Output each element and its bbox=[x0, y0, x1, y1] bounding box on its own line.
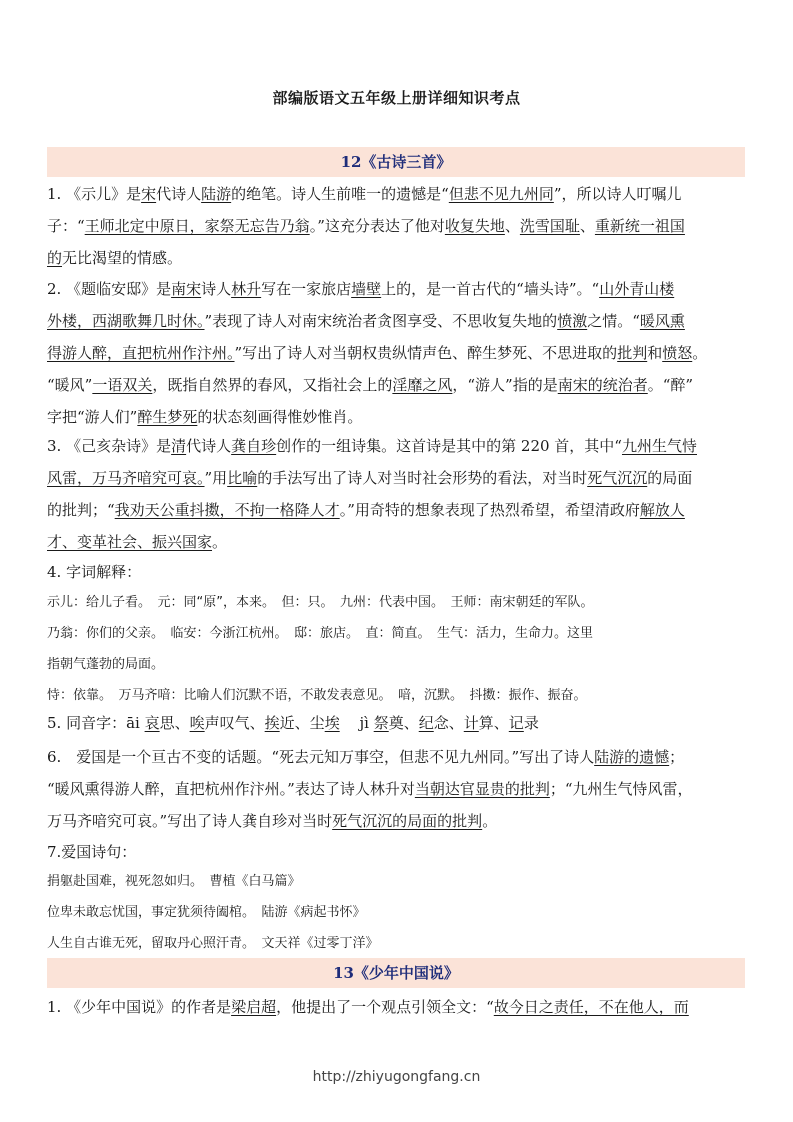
text-segment: 写在一家旅店 bbox=[261, 280, 352, 298]
text-segment: 之情。“ bbox=[587, 312, 640, 330]
text-segment: 的批判；“ bbox=[47, 501, 115, 519]
text-segment: 1. 《少年中国说》的作者是 bbox=[47, 998, 232, 1016]
text-segment: 1. 《示儿》是 bbox=[47, 185, 142, 203]
paragraph-line bbox=[47, 369, 747, 401]
text-segment: jì bbox=[339, 714, 374, 732]
underlined-keyword: 当朝达官显贵的批判 bbox=[414, 780, 550, 798]
underlined-keyword: 淫靡之风 bbox=[392, 376, 453, 394]
paragraph-4-heading: 4. 字词解释： bbox=[47, 563, 142, 581]
text-segment: 万马齐喑究可哀。”写出了诗人龚自珍对当时 bbox=[47, 812, 333, 830]
text-segment: 、 bbox=[579, 217, 595, 235]
paragraph-line bbox=[47, 430, 747, 462]
underlined-keyword: 龚自珍 bbox=[231, 437, 277, 455]
underlined-keyword: 风雷，万马齐喑究可哀。 bbox=[47, 469, 205, 487]
text-segment: 2. 《题临安邸》是 bbox=[47, 280, 172, 298]
word-explanations bbox=[47, 587, 747, 711]
underlined-keyword: 南宋的统治者 bbox=[557, 376, 648, 394]
underlined-keyword: 一语双关 bbox=[92, 376, 153, 394]
explanation-line: 指朝气蓬勃的局面。 bbox=[47, 657, 165, 672]
paragraph-line bbox=[47, 178, 747, 210]
underlined-keyword: 埃 bbox=[324, 714, 340, 732]
paragraph-line bbox=[47, 526, 747, 558]
underlined-keyword: 山外青山楼 bbox=[599, 280, 675, 298]
underlined-keyword: 收复失地 bbox=[444, 217, 505, 235]
text-segment: 和 bbox=[647, 344, 663, 362]
text-segment: ； bbox=[669, 748, 685, 766]
text-segment: “暖风” bbox=[47, 376, 93, 394]
paragraph-line bbox=[47, 462, 747, 494]
paragraph-5-homophones bbox=[47, 707, 747, 739]
underlined-keyword: 得游人醉，直把杭州作汴州。 bbox=[47, 344, 235, 362]
text-segment: ”表现了诗人对南宋统治者贪图享受、不思收复失地的 bbox=[204, 312, 558, 330]
paragraph-line bbox=[47, 401, 747, 433]
paragraph-1-shi-er bbox=[47, 178, 747, 274]
underlined-keyword: 外楼，西湖歌舞几时休。 bbox=[47, 312, 205, 330]
underlined-keyword: 才、变革社会、振兴国家 bbox=[47, 533, 213, 551]
text-segment: 录 bbox=[523, 714, 539, 732]
underlined-keyword: 死气沉沉 bbox=[587, 469, 648, 487]
text-segment: 声叹气、 bbox=[204, 714, 265, 732]
patriotic-poems bbox=[47, 866, 747, 959]
paragraph-line bbox=[47, 273, 747, 305]
text-segment: 5. 同音字：āi bbox=[47, 714, 145, 732]
paragraph-line bbox=[47, 707, 747, 739]
paragraph-line bbox=[47, 337, 747, 369]
paragraph-2-ti-lin-an-di bbox=[47, 273, 747, 433]
underlined-keyword: 醉生梦死 bbox=[137, 408, 198, 426]
underlined-keyword: 解放人 bbox=[639, 501, 685, 519]
text-segment: 。 bbox=[482, 812, 498, 830]
text-segment: 算、 bbox=[478, 714, 509, 732]
section-heading-12: 12《古诗三首》 bbox=[47, 147, 745, 177]
underlined-keyword: 宋 bbox=[141, 185, 157, 203]
paragraph-line bbox=[47, 305, 747, 337]
underlined-keyword: 比喻 bbox=[227, 469, 258, 487]
underlined-keyword: 清 bbox=[171, 437, 187, 455]
underlined-keyword: 纪 bbox=[418, 714, 434, 732]
underlined-keyword: 哀 bbox=[144, 714, 160, 732]
paragraph-line bbox=[47, 210, 747, 242]
underlined-keyword: 陆游 bbox=[201, 185, 232, 203]
poem-line: 位卑未敢忘忧国，事定犹须待阖棺。 陆游《病起书怀》 bbox=[47, 905, 366, 920]
text-segment: 的手法写出了诗人对当时社会形势的看法，对当时 bbox=[257, 469, 588, 487]
text-segment: 无比渴望的情感。 bbox=[62, 249, 183, 267]
footer-url: http://zhiyugongfang.cn bbox=[312, 1069, 481, 1085]
text-segment: 字把“游人们” bbox=[47, 408, 138, 426]
paragraph-13-1 bbox=[47, 991, 747, 1023]
document-title: 部编版语文五年级上册详细知识考点 bbox=[272, 89, 521, 107]
paragraph-3-ji-hai-za-shi bbox=[47, 430, 747, 558]
text-segment: 。 bbox=[212, 533, 228, 551]
section-heading-13: 13《少年中国说》 bbox=[47, 958, 745, 988]
text-segment: 上的，是一首古代的“墙头诗”。“ bbox=[381, 280, 600, 298]
text-segment: 。”这充分表达了他对 bbox=[309, 217, 445, 235]
text-segment: ，他提出了一个观点引领全文：“ bbox=[276, 998, 494, 1016]
underlined-keyword: 愤激 bbox=[557, 312, 588, 330]
text-segment: 创作的一组诗集。这首诗是其中的第 220 首，其中“ bbox=[276, 437, 622, 455]
text-segment: “暖风熏得游人醉，直把杭州作汴州。”表达了诗人林升对 bbox=[47, 780, 415, 798]
text-segment: 近、尘 bbox=[279, 714, 325, 732]
paragraph-line bbox=[47, 494, 747, 526]
text-segment: 。“醉” bbox=[647, 376, 694, 394]
underlined-keyword: 王师北定中原日，家祭无忘告乃翁 bbox=[84, 217, 310, 235]
text-segment: 6. 爱国是一个亘古不变的话题。“死去元知万事空，但悲不见九州同。”写出了诗人 bbox=[47, 748, 595, 766]
poem-line: 捐躯赴国难，视死忽如归。 曹植《白马篇》 bbox=[47, 874, 301, 889]
text-segment: ”，所以诗人叮嘱儿 bbox=[553, 185, 682, 203]
underlined-keyword: 林升 bbox=[231, 280, 262, 298]
text-segment: 。”用奇特的想象表现了热烈希望，希望清政府 bbox=[339, 501, 640, 519]
text-segment: 念、 bbox=[433, 714, 464, 732]
text-segment: ”写出了诗人对当朝权贵纵情声色、醉生梦死、不思进取的 bbox=[234, 344, 618, 362]
underlined-keyword: 九州生气恃 bbox=[621, 437, 697, 455]
text-segment: 诗人 bbox=[201, 280, 232, 298]
underlined-keyword: 重新统一祖国 bbox=[594, 217, 685, 235]
paragraph-line bbox=[47, 991, 747, 1023]
underlined-keyword: 梁启超 bbox=[231, 998, 277, 1016]
text-segment: 的局面 bbox=[647, 469, 693, 487]
poem-line: 人生自古谁无死，留取丹心照汗青。 文天祥《过零丁洋》 bbox=[47, 936, 379, 951]
underlined-keyword: 南宋 bbox=[171, 280, 202, 298]
underlined-keyword: 但悲不见九州同 bbox=[448, 185, 554, 203]
text-segment: 、 bbox=[504, 217, 520, 235]
text-segment: 子：“ bbox=[47, 217, 85, 235]
underlined-keyword: 故今日之责任，不在他人，而 bbox=[493, 998, 689, 1016]
text-segment: 的绝笔。诗人生前唯一的遗憾是“ bbox=[231, 185, 449, 203]
underlined-keyword: 我劝天公重抖擞，不拘一格降人才 bbox=[114, 501, 340, 519]
underlined-keyword: 陆游的遗憾 bbox=[594, 748, 670, 766]
text-segment: ，“游人”指的是 bbox=[452, 376, 558, 394]
text-segment: ，既指自然界的春风，又指社会上的 bbox=[152, 376, 393, 394]
text-segment: 代诗人 bbox=[186, 437, 232, 455]
underlined-keyword: 墙壁 bbox=[351, 280, 382, 298]
text-segment: ”用 bbox=[204, 469, 228, 487]
text-segment: 思、 bbox=[159, 714, 190, 732]
paragraph-line bbox=[47, 773, 747, 805]
underlined-keyword: 记 bbox=[508, 714, 524, 732]
text-segment: 的状态刻画得惟妙惟肖。 bbox=[197, 408, 363, 426]
underlined-keyword: 洗雪国耻 bbox=[519, 217, 580, 235]
paragraph-line bbox=[47, 741, 747, 773]
paragraph-line bbox=[47, 805, 747, 837]
text-segment: 。 bbox=[692, 344, 708, 362]
underlined-keyword: 暖风熏 bbox=[639, 312, 685, 330]
explanation-line: 乃翁：你们的父亲。 临安：今浙江杭州。 邸：旅店。 直：简直。 生气：活力，生命力。这里 bbox=[47, 626, 594, 641]
text-segment: 奠、 bbox=[388, 714, 419, 732]
explanation-line: 恃：依靠。 万马齐喑：比喻人们沉默不语，不敢发表意见。 喑，沉默。 抖擞：振作、振奋。 bbox=[47, 688, 587, 703]
underlined-keyword: 计 bbox=[463, 714, 479, 732]
paragraph-6-patriotism bbox=[47, 741, 747, 837]
underlined-keyword: 挨 bbox=[264, 714, 280, 732]
underlined-keyword: 愤怒 bbox=[662, 344, 693, 362]
text-segment: 代诗人 bbox=[156, 185, 202, 203]
explanation-line: 示儿：给儿子看。 元：同“原”，本来。 但：只。 九州：代表中国。 王师：南宋朝廷的军队。 bbox=[47, 595, 594, 610]
underlined-keyword: 死气沉沉的局面的批判 bbox=[332, 812, 483, 830]
underlined-keyword: 的 bbox=[47, 249, 63, 267]
paragraph-7-heading: 7.爱国诗句： bbox=[47, 843, 137, 861]
text-segment: 3. 《己亥杂诗》是 bbox=[47, 437, 172, 455]
text-segment: ；“九州生气恃风雷， bbox=[549, 780, 693, 798]
paragraph-line bbox=[47, 242, 747, 274]
underlined-keyword: 唉 bbox=[189, 714, 205, 732]
underlined-keyword: 批判 bbox=[617, 344, 648, 362]
underlined-keyword: 祭 bbox=[373, 714, 389, 732]
